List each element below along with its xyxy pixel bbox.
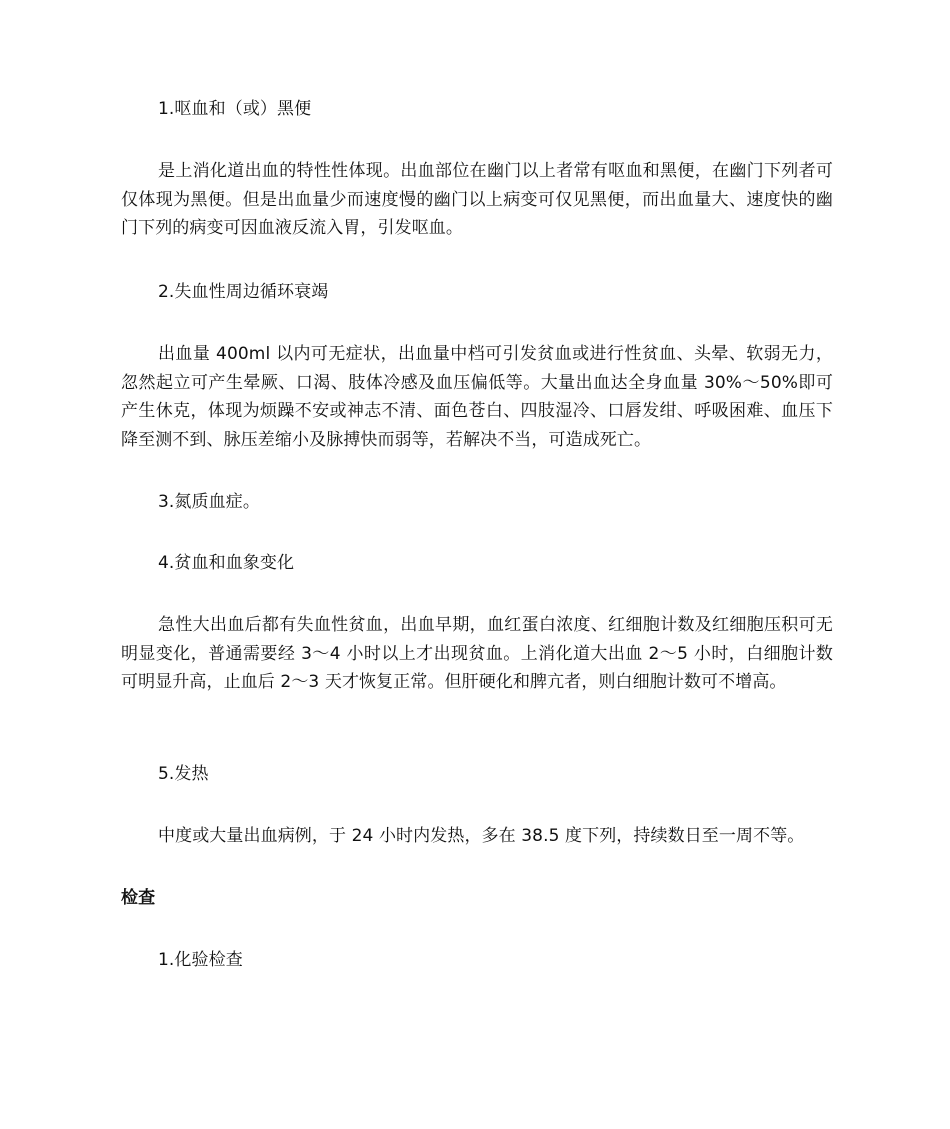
heading-fever: 5.发热	[158, 764, 209, 784]
paragraph-hematemesis-description: 是上消化道出血的特性性体现。出血部位在幽门以上者常有呕血和黑便，在幽门下列者可仅体现为黑便。但是出血量少而速度慢的幽门以上病变可仅见黑便，而出血量大、速度快的幽门下列的病变可因血液反流入胃，引发呕血。	[121, 161, 833, 238]
heading-hematemesis-melena: 1.呕血和（或）黑便	[158, 99, 312, 119]
section-title-examination: 检查	[121, 888, 156, 908]
heading-laboratory-tests: 1.化验检查	[158, 950, 243, 970]
paragraph-fever-description: 中度或大量出血病例，于 24 小时内发热，多在 38.5 度下列，持续数日至一周不等。	[158, 826, 805, 846]
paragraph-circulatory-failure-description: 出血量 400ml 以内可无症状，出血量中档可引发贫血或进行性贫血、头晕、软弱无力，忽然起立可产生晕厥、口渴、肢体冷感及血压偏低等。大量出血达全身血量 30%～50%即可产生休克，体现为烦躁不安或神志不清、面色苍白、四肢湿冷、口唇发绀、呼吸困难、血压下降至测不到、脉压差缩小及脉搏快而弱等，若解决不当，可造成死亡。	[121, 344, 833, 450]
heading-anemia-blood-changes: 4.贫血和血象变化	[158, 553, 295, 573]
paragraph-anemia-description: 急性大出血后都有失血性贫血，出血早期，血红蛋白浓度、红细胞计数及红细胞压积可无明显变化，普通需要经 3～4 小时以上才出现贫血。上消化道大出血 2～5 小时，白细胞计数可明显升高，止血后 2～3 天才恢复正常。但肝硬化和脾亢者，则白细胞计数可不增高。	[121, 615, 833, 692]
heading-peripheral-circulatory-failure: 2.失血性周边循环衰竭	[158, 282, 329, 302]
heading-azotemia: 3.氮质血症。	[158, 492, 260, 512]
